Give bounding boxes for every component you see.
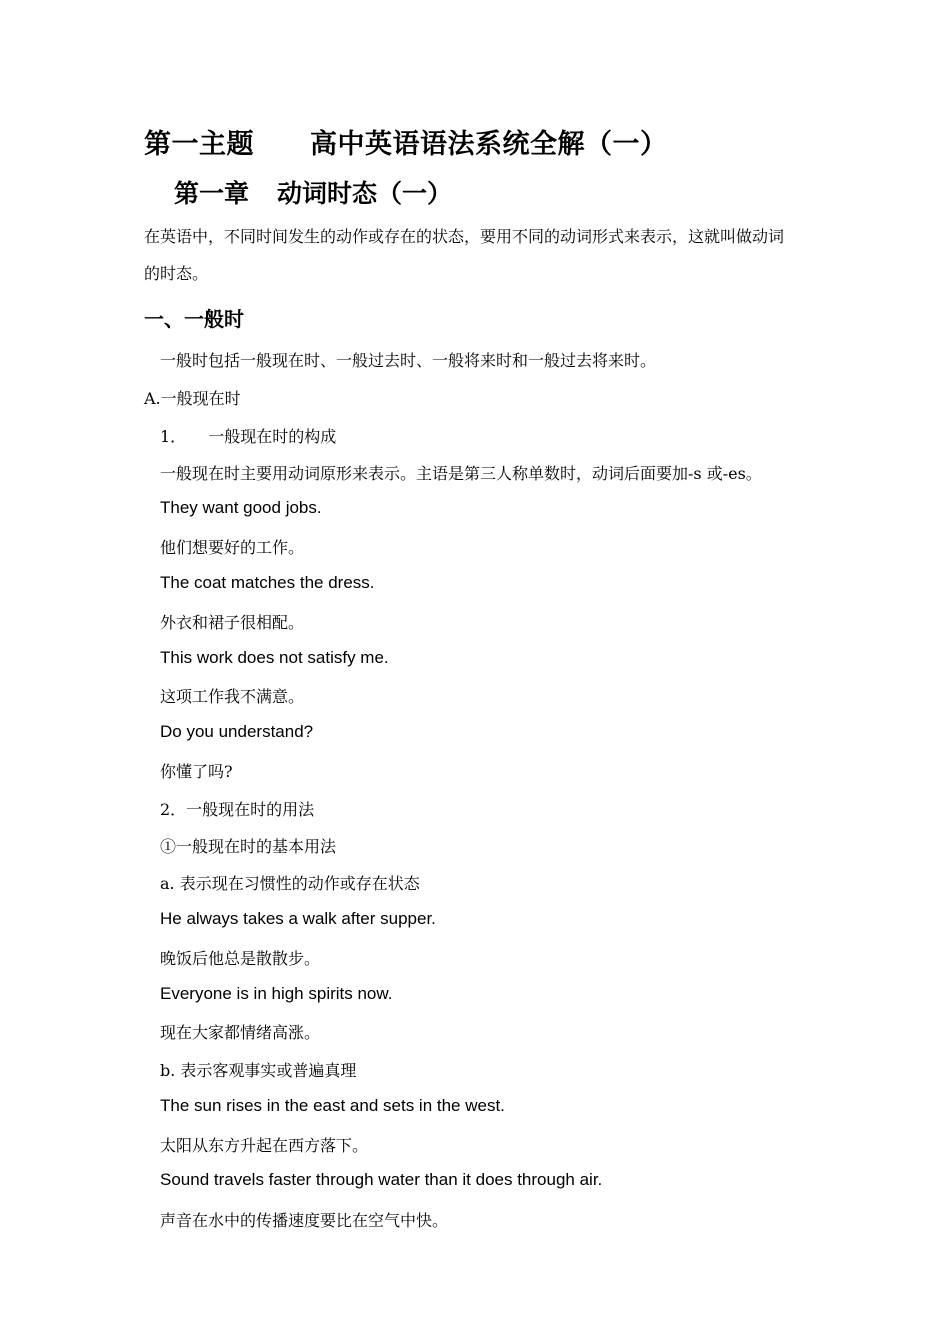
- item1-label: 一般现在时的构成: [208, 427, 337, 446]
- example-translation: 太阳从东方升起在西方落下。: [160, 1136, 369, 1155]
- item1-number: 1．: [160, 427, 187, 446]
- example-sentence: They want good jobs.: [160, 498, 322, 517]
- subsection-a-heading: A.一般现在时: [144, 389, 241, 408]
- chapter-part2: 动词时态（一）: [277, 179, 453, 208]
- chapter-part1: 第一章: [174, 179, 250, 208]
- example-sentence: He always takes a walk after supper.: [160, 909, 436, 928]
- title-part1: 第一主题: [144, 129, 254, 160]
- intro-line-2: 的时态。: [144, 264, 209, 283]
- example-sentence: Do you understand?: [160, 722, 314, 741]
- document-title: [144, 122, 668, 161]
- section-heading: 一、一般时: [144, 307, 244, 331]
- item1-heading: [160, 424, 336, 447]
- example-sentence: This work does not satisfy me.: [160, 648, 389, 667]
- example-sentence: Sound travels faster through water than it does through air.: [160, 1170, 603, 1189]
- usage-a-heading: a. 表示现在习惯性的动作或存在状态: [160, 874, 420, 893]
- example-sentence: The coat matches the dress.: [160, 573, 375, 592]
- example-translation: 声音在水中的传播速度要比在空气中快。: [160, 1211, 449, 1230]
- chapter-heading: [174, 174, 452, 210]
- item2-subheading: ①一般现在时的基本用法: [160, 837, 337, 856]
- formation-description: 一般现在时主要用动词原形来表示。主语是第三人称单数时，动词后面要加-s 或-es。: [160, 464, 762, 483]
- example-sentence: The sun rises in the east and sets in the west.: [160, 1096, 505, 1115]
- example-translation: 晚饭后他总是散散步。: [160, 949, 321, 968]
- example-translation: 这项工作我不满意。: [160, 687, 305, 706]
- example-translation: 他们想要好的工作。: [160, 538, 305, 557]
- item2-heading: 2．一般现在时的用法: [160, 800, 315, 819]
- usage-b-heading: b. 表示客观事实或普遍真理: [160, 1061, 357, 1080]
- section-summary: 一般时包括一般现在时、一般过去时、一般将来时和一般过去将来时。: [160, 351, 657, 370]
- example-translation: 现在大家都情绪高涨。: [160, 1023, 321, 1042]
- example-translation: 外衣和裙子很相配。: [160, 613, 305, 632]
- example-sentence: Everyone is in high spirits now.: [160, 984, 393, 1003]
- intro-line-1: 在英语中，不同时间发生的动作或存在的状态，要用不同的动词形式来表示，这就叫做动词: [144, 227, 785, 246]
- example-translation: 你懂了吗?: [160, 762, 233, 781]
- title-part2: 高中英语语法系统全解（一）: [310, 129, 668, 160]
